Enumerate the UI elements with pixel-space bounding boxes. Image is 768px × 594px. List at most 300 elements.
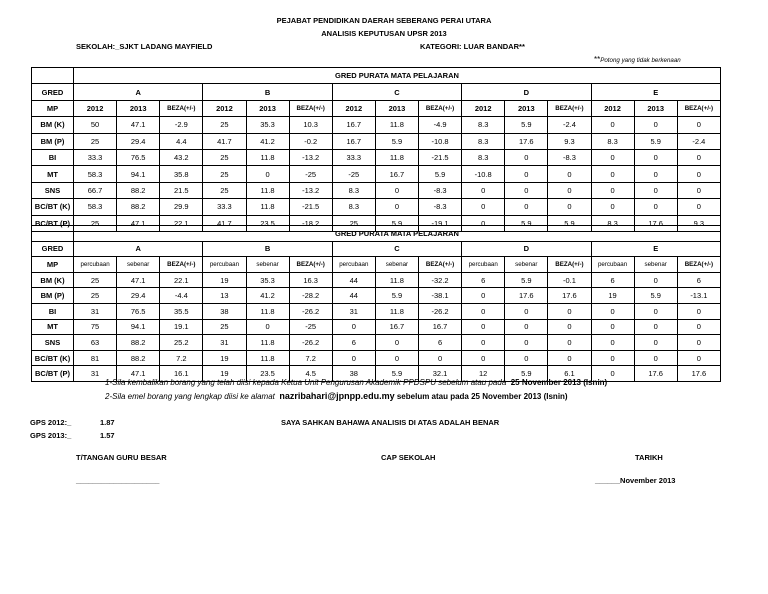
principal-signature-label: T/TANGAN GURU BESAR (76, 453, 167, 462)
table-row (32, 272, 721, 288)
value-cell: 0 (505, 166, 548, 182)
value-cell: -13.2 (289, 149, 332, 165)
value-cell: 17.6 (505, 133, 548, 149)
value-cell: 0 (548, 319, 591, 335)
subheader-cell: sebenar (246, 257, 289, 273)
value-cell: -32.2 (419, 272, 462, 288)
table-row (32, 199, 721, 215)
value-cell: 0 (591, 303, 634, 319)
value-cell: 0 (591, 199, 634, 215)
value-cell: 5.9 (375, 366, 418, 382)
value-cell: 9.3 (677, 215, 720, 231)
value-cell: 0 (591, 117, 634, 133)
value-cell: 0 (548, 182, 591, 198)
value-cell: 25 (203, 319, 246, 335)
value-cell: -26.2 (289, 335, 332, 351)
subject-label: BM (P) (32, 133, 74, 149)
value-cell: 11.8 (375, 117, 418, 133)
value-cell: 0 (462, 199, 505, 215)
value-cell: 11.8 (375, 149, 418, 165)
value-cell: 0 (505, 319, 548, 335)
value-cell: -21.5 (289, 199, 332, 215)
value-cell: 0 (677, 335, 720, 351)
subheader-cell: sebenar (634, 257, 677, 273)
grade-table-trial-compare (31, 225, 721, 382)
note2-text: 2-Sila emel borang yang lengkap diisi ke alamat (105, 392, 275, 401)
grade-header: E (591, 241, 721, 257)
value-cell: 76.5 (117, 303, 160, 319)
value-cell: 0 (462, 350, 505, 366)
value-cell: 6 (462, 272, 505, 288)
date-value: ______November 2013 (595, 476, 676, 485)
value-cell: 8.3 (332, 182, 375, 198)
table-row (32, 335, 721, 351)
value-cell: 0 (591, 166, 634, 182)
gred-label: GRED (32, 84, 74, 100)
value-cell: -13.2 (289, 182, 332, 198)
value-cell: 0 (634, 182, 677, 198)
value-cell: 19.1 (160, 319, 203, 335)
value-cell: 0 (634, 117, 677, 133)
value-cell: -25 (332, 166, 375, 182)
value-cell: 35.3 (246, 272, 289, 288)
value-cell: 0 (677, 166, 720, 182)
value-cell: 9.3 (548, 133, 591, 149)
subheader-row (32, 257, 721, 273)
value-cell: -2.4 (677, 133, 720, 149)
value-cell: 13 (203, 288, 246, 304)
gps-2012-label: GPS 2012:_ (30, 418, 72, 427)
subheader-cell: 2013 (375, 100, 418, 116)
value-cell: -4.9 (419, 117, 462, 133)
title-row (32, 226, 721, 242)
value-cell: 16.7 (332, 117, 375, 133)
value-cell: 8.3 (462, 133, 505, 149)
value-cell: 33.3 (332, 149, 375, 165)
report-title: ANALISIS KEPUTUSAN UPSR 2013 (321, 29, 447, 38)
value-cell: 0 (634, 303, 677, 319)
gred-label: GRED (32, 241, 74, 257)
value-cell: 6 (591, 272, 634, 288)
value-cell: 25 (203, 149, 246, 165)
value-cell: 6.1 (548, 366, 591, 382)
value-cell: 35.3 (246, 117, 289, 133)
subject-label: BM (K) (32, 272, 74, 288)
subheader-cell: BEZA(+/-) (677, 257, 720, 273)
value-cell: 25 (74, 272, 117, 288)
value-cell: 25.2 (160, 335, 203, 351)
value-cell: 16.7 (375, 166, 418, 182)
subject-label: MT (32, 319, 74, 335)
subheader-cell: BEZA(+/-) (160, 257, 203, 273)
value-cell: 0 (634, 149, 677, 165)
gps-2013-label: GPS 2013:_ (30, 431, 72, 440)
value-cell: 5.9 (505, 117, 548, 133)
value-cell: 63 (74, 335, 117, 351)
value-cell: 16.7 (419, 319, 462, 335)
note1-text: 1-Sila kembalikan borang yang telah diisi kepada Ketua Unit Pengurusan Akademik PPDSPU sebelum atau pada (105, 378, 507, 387)
value-cell: 31 (74, 366, 117, 382)
value-cell: 4.5 (289, 366, 332, 382)
grade-table-year-compare (31, 67, 721, 232)
value-cell: 5.9 (634, 288, 677, 304)
value-cell: 11.8 (246, 199, 289, 215)
value-cell: 0 (634, 272, 677, 288)
value-cell: -10.8 (462, 166, 505, 182)
value-cell: 0 (462, 319, 505, 335)
value-cell: 0 (246, 166, 289, 182)
subheader-cell: percubaan (203, 257, 246, 273)
note-return-form (105, 378, 607, 387)
subheader-cell: BEZA(+/-) (289, 100, 332, 116)
office-title: PEJABAT PENDIDIKAN DAERAH SEBERANG PERAI UTARA (276, 16, 492, 25)
value-cell: 35.8 (160, 166, 203, 182)
blank-cell (32, 226, 74, 242)
value-cell: 11.8 (246, 335, 289, 351)
value-cell: 16.3 (289, 272, 332, 288)
grade-header: D (462, 84, 591, 100)
value-cell: 23.5 (246, 366, 289, 382)
value-cell: 5.9 (375, 215, 418, 231)
value-cell: 31 (203, 335, 246, 351)
value-cell: -10.8 (419, 133, 462, 149)
value-cell: -28.2 (289, 288, 332, 304)
value-cell: 47.1 (117, 272, 160, 288)
value-cell: 0 (677, 182, 720, 198)
value-cell: 8.3 (462, 117, 505, 133)
value-cell: 75 (74, 319, 117, 335)
value-cell: 0 (419, 350, 462, 366)
subject-label: SNS (32, 335, 74, 351)
value-cell: 0 (548, 335, 591, 351)
value-cell: 0 (591, 366, 634, 382)
gps-2012-value: 1.87 (100, 418, 115, 427)
value-cell: 44 (332, 272, 375, 288)
value-cell: -8.3 (419, 199, 462, 215)
value-cell: 81 (74, 350, 117, 366)
subheader-cell: BEZA(+/-) (419, 100, 462, 116)
value-cell: 22.1 (160, 272, 203, 288)
table-row (32, 319, 721, 335)
note2-date: sebelum atau pada 25 November 2013 (Isnin) (396, 392, 568, 401)
value-cell: 0 (332, 319, 375, 335)
value-cell: 47.1 (117, 215, 160, 231)
value-cell: 19 (203, 366, 246, 382)
grade-header: D (462, 241, 591, 257)
subject-label: MT (32, 166, 74, 182)
value-cell: 88.2 (117, 199, 160, 215)
value-cell: 29.9 (160, 199, 203, 215)
subheader-cell: percubaan (332, 257, 375, 273)
value-cell: 25 (203, 182, 246, 198)
value-cell: 31 (74, 303, 117, 319)
value-cell: 4.4 (160, 133, 203, 149)
value-cell: 0 (677, 350, 720, 366)
value-cell: 8.3 (462, 149, 505, 165)
value-cell: 0 (375, 199, 418, 215)
value-cell: 33.3 (74, 149, 117, 165)
value-cell: 31 (332, 303, 375, 319)
value-cell: 38 (332, 366, 375, 382)
value-cell: 25 (74, 215, 117, 231)
value-cell: 0 (548, 303, 591, 319)
date-label: TARIKH (635, 453, 663, 462)
subheader-cell: 2013 (505, 100, 548, 116)
value-cell: 5.9 (505, 366, 548, 382)
table-row (32, 166, 721, 182)
principal-signature-line: ____________________ (76, 476, 160, 485)
table-title: GRED PURATA MATA PELAJARAN (74, 226, 721, 242)
value-cell: 0 (462, 335, 505, 351)
value-cell: -26.2 (289, 303, 332, 319)
value-cell: 0 (462, 182, 505, 198)
value-cell: -38.1 (419, 288, 462, 304)
value-cell: 32.1 (419, 366, 462, 382)
value-cell: 0 (677, 117, 720, 133)
value-cell: -0.2 (289, 133, 332, 149)
value-cell: 0 (591, 350, 634, 366)
subject-label: BC/BT (K) (32, 199, 74, 215)
value-cell: 0 (505, 182, 548, 198)
table-row (32, 350, 721, 366)
value-cell: 0 (375, 182, 418, 198)
value-cell: 16.7 (332, 133, 375, 149)
subheader-cell: 2012 (203, 100, 246, 116)
value-cell: 25 (332, 215, 375, 231)
value-cell: -19.1 (419, 215, 462, 231)
value-cell: 5.9 (505, 272, 548, 288)
subheader-cell: BEZA(+/-) (160, 100, 203, 116)
value-cell: 41.7 (203, 215, 246, 231)
value-cell: 88.2 (117, 350, 160, 366)
subheader-cell: percubaan (74, 257, 117, 273)
value-cell: -21.5 (419, 149, 462, 165)
value-cell: 0 (591, 335, 634, 351)
grade-header: B (203, 241, 332, 257)
value-cell: 94.1 (117, 319, 160, 335)
value-cell: 7.2 (289, 350, 332, 366)
value-cell: 16.7 (375, 319, 418, 335)
value-cell: 19 (203, 350, 246, 366)
value-cell: 23.5 (246, 215, 289, 231)
value-cell: -2.9 (160, 117, 203, 133)
value-cell: 0 (548, 350, 591, 366)
value-cell: 0 (677, 149, 720, 165)
value-cell: 88.2 (117, 182, 160, 198)
table-row (32, 182, 721, 198)
value-cell: 0 (505, 350, 548, 366)
subject-label: BC/BT (K) (32, 350, 74, 366)
value-cell: 0 (677, 319, 720, 335)
value-cell: 47.1 (117, 117, 160, 133)
value-cell: -8.3 (548, 149, 591, 165)
note2-email: nazribahari@jpnpp.edu.my (279, 391, 395, 401)
value-cell: 5.9 (548, 215, 591, 231)
value-cell: 29.4 (117, 133, 160, 149)
value-cell: 0 (462, 215, 505, 231)
subject-label: BI (32, 149, 74, 165)
note1-date: 25 November 2013 (Isnin) (510, 378, 608, 387)
grade-header: C (332, 241, 461, 257)
value-cell: 25 (74, 288, 117, 304)
value-cell: 0 (505, 149, 548, 165)
value-cell: 0 (677, 199, 720, 215)
grade-header: C (332, 84, 461, 100)
value-cell: 11.8 (246, 149, 289, 165)
value-cell: 5.9 (375, 133, 418, 149)
school-name: SEKOLAH:_SJKT LADANG MAYFIELD (76, 42, 213, 51)
subheader-cell: BEZA(+/-) (548, 257, 591, 273)
value-cell: 5.9 (505, 215, 548, 231)
value-cell: 6 (332, 335, 375, 351)
value-cell: 0 (375, 335, 418, 351)
verification-statement: SAYA SAHKAN BAHAWA ANALISIS DI ATAS ADALAH BENAR (281, 418, 500, 427)
grade-header: E (591, 84, 721, 100)
table-title: GRED PURATA MATA PELAJARAN (74, 68, 721, 84)
value-cell: -18.2 (289, 215, 332, 231)
subheader-cell: percubaan (462, 257, 505, 273)
value-cell: -25 (289, 319, 332, 335)
value-cell: 0 (591, 149, 634, 165)
value-cell: -4.4 (160, 288, 203, 304)
value-cell: 5.9 (419, 166, 462, 182)
value-cell: 41.2 (246, 288, 289, 304)
subject-label: BC/BT (P) (32, 215, 74, 231)
value-cell: 6 (677, 272, 720, 288)
value-cell: 16.1 (160, 366, 203, 382)
table-row (32, 117, 721, 133)
value-cell: 44 (332, 288, 375, 304)
value-cell: 5.9 (375, 288, 418, 304)
value-cell: 11.8 (246, 182, 289, 198)
gps-2013-value: 1.57 (100, 431, 115, 440)
value-cell: 35.5 (160, 303, 203, 319)
subject-label: BM (P) (32, 288, 74, 304)
subheader-cell: 2012 (591, 100, 634, 116)
value-cell: 0 (634, 199, 677, 215)
value-cell: 21.5 (160, 182, 203, 198)
value-cell: 17.6 (677, 366, 720, 382)
value-cell: 0 (505, 199, 548, 215)
value-cell: -25 (289, 166, 332, 182)
value-cell: 0 (634, 166, 677, 182)
value-cell: 0 (246, 319, 289, 335)
value-cell: 0 (462, 303, 505, 319)
value-cell: 0 (375, 350, 418, 366)
value-cell: 11.8 (375, 272, 418, 288)
value-cell: 58.3 (74, 199, 117, 215)
subject-label: BC/BT (P) (32, 366, 74, 382)
value-cell: 5.9 (634, 133, 677, 149)
value-cell: 17.6 (634, 366, 677, 382)
footnote (594, 55, 681, 64)
table-row (32, 133, 721, 149)
grade-row (32, 241, 721, 257)
grade-header: B (203, 84, 332, 100)
subheader-cell: 2012 (74, 100, 117, 116)
value-cell: 8.3 (591, 133, 634, 149)
mp-label: MP (32, 100, 74, 116)
value-cell: 17.6 (505, 288, 548, 304)
value-cell: 25 (203, 166, 246, 182)
footnote-marker: ** (594, 55, 601, 64)
subheader-cell: 2013 (117, 100, 160, 116)
subheader-cell: BEZA(+/-) (289, 257, 332, 273)
title-row (32, 68, 721, 84)
footnote-text: Potong yang tidak berkenaan (600, 57, 681, 64)
value-cell: 43.2 (160, 149, 203, 165)
value-cell: 94.1 (117, 166, 160, 182)
value-cell: 19 (203, 272, 246, 288)
value-cell: 50 (74, 117, 117, 133)
value-cell: 47.1 (117, 366, 160, 382)
subheader-cell: BEZA(+/-) (677, 100, 720, 116)
value-cell: -0.1 (548, 272, 591, 288)
value-cell: 66.7 (74, 182, 117, 198)
value-cell: 11.8 (375, 303, 418, 319)
value-cell: 25 (74, 133, 117, 149)
value-cell: 22.1 (160, 215, 203, 231)
value-cell: 58.3 (74, 166, 117, 182)
value-cell: 0 (591, 182, 634, 198)
table-row (32, 149, 721, 165)
table-row (32, 288, 721, 304)
subject-label: BI (32, 303, 74, 319)
value-cell: 0 (634, 319, 677, 335)
value-cell: 33.3 (203, 199, 246, 215)
value-cell: 0 (505, 335, 548, 351)
value-cell: -2.4 (548, 117, 591, 133)
mp-label: MP (32, 257, 74, 273)
subheader-cell: percubaan (591, 257, 634, 273)
subheader-cell: 2012 (332, 100, 375, 116)
value-cell: 19 (591, 288, 634, 304)
value-cell: 17.6 (634, 215, 677, 231)
value-cell: 41.2 (246, 133, 289, 149)
value-cell: 17.6 (548, 288, 591, 304)
value-cell: -13.1 (677, 288, 720, 304)
subheader-row (32, 100, 721, 116)
grade-header: A (74, 241, 203, 257)
value-cell: 0 (591, 319, 634, 335)
value-cell: 0 (505, 303, 548, 319)
grade-row (32, 84, 721, 100)
value-cell: 88.2 (117, 335, 160, 351)
school-stamp-label: CAP SEKOLAH (381, 453, 436, 462)
subheader-cell: sebenar (375, 257, 418, 273)
note-email-form (105, 391, 568, 401)
value-cell: 6 (419, 335, 462, 351)
value-cell: 76.5 (117, 149, 160, 165)
subheader-cell: sebenar (505, 257, 548, 273)
table-row (32, 303, 721, 319)
category-label: KATEGORI: LUAR BANDAR** (420, 42, 525, 51)
value-cell: 8.3 (591, 215, 634, 231)
value-cell: 0 (332, 350, 375, 366)
value-cell: 0 (548, 199, 591, 215)
value-cell: 10.3 (289, 117, 332, 133)
blank-cell (32, 68, 74, 84)
value-cell: 8.3 (332, 199, 375, 215)
subheader-cell: 2012 (462, 100, 505, 116)
subject-label: SNS (32, 182, 74, 198)
value-cell: 12 (462, 366, 505, 382)
value-cell: 25 (203, 117, 246, 133)
subheader-cell: BEZA(+/-) (419, 257, 462, 273)
value-cell: 0 (634, 335, 677, 351)
subheader-cell: 2013 (634, 100, 677, 116)
value-cell: 38 (203, 303, 246, 319)
